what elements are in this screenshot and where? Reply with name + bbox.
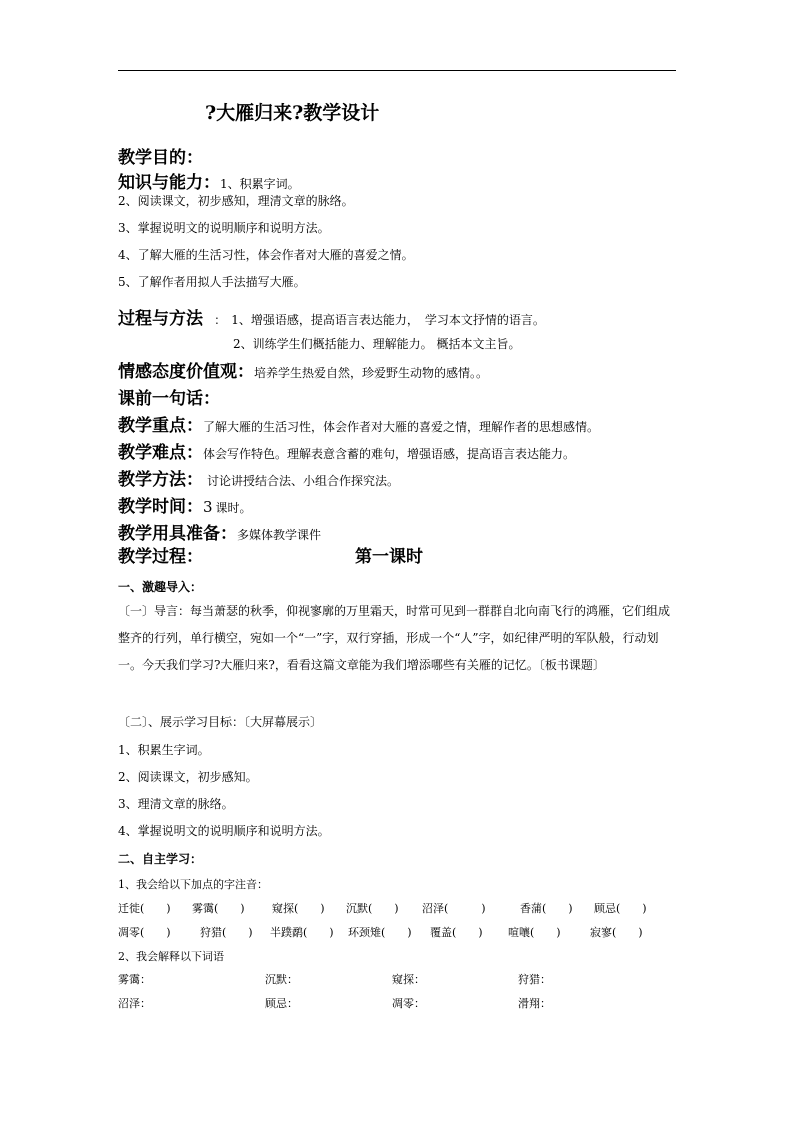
section-1-heading: 一、激趣导入： [118, 580, 203, 594]
difficulties-row [118, 438, 575, 463]
pinyin-item: 覆盖( ) [430, 926, 483, 939]
pinyin-item: 沼泽( ) [422, 902, 486, 915]
goal-item: 1、积累生字词。 [118, 743, 210, 757]
define-item: 沼泽： [118, 997, 151, 1010]
question-1: 1、我会给以下加点的字注音： [118, 878, 268, 891]
emotion-label: 情感态度价值观： [118, 362, 254, 382]
pinyin-item: 顾忌( ) [594, 902, 647, 915]
define-item: 沉默： [265, 973, 298, 986]
methods-label: 教学方法： [118, 470, 203, 490]
methods-row [118, 465, 399, 490]
pre-class-label: 课前一句话： [118, 389, 220, 409]
process-label: 过程与方法 [118, 309, 203, 329]
knowledge-item: 5、了解作者用拟人手法描写大雁。 [118, 275, 306, 289]
pinyin-item: 狩猎( ) [200, 926, 253, 939]
key-points-text: 了解大雁的生活习性，体会作者对大雁的喜爱之情，理解作者的思想感情。 [203, 420, 600, 434]
pinyin-item: 寂寥( ) [590, 926, 643, 939]
emotion-text: 培养学生热爱自然，珍爱野生动物的感情。。 [254, 366, 489, 380]
question-2: 2、我会解释以下词语 [118, 950, 224, 963]
knowledge-item: 1、积累字词。 [220, 177, 300, 191]
process-row [118, 304, 545, 329]
define-item: 窥探： [392, 973, 425, 986]
time-number: 3 [203, 498, 213, 516]
tools-text: 多媒体教学课件 [237, 528, 322, 542]
process-line-2: 2、训练学生们概括能力、理解能力。 概括本文主旨。 [233, 337, 521, 351]
emotion-row [118, 357, 488, 382]
goals-heading: 教学目的： [118, 148, 203, 168]
knowledge-item: 2、阅读课文，初步感知，理清文章的脉络。 [118, 194, 354, 208]
pinyin-item: 喧嚷( ) [508, 926, 561, 939]
page-title: ?大雁归来?教学设计 [205, 102, 380, 124]
define-item: 滑翔： [518, 997, 551, 1010]
goal-item: 4、掌握说明文的说明顺序和说明方法。 [118, 824, 330, 838]
define-item: 凋零： [392, 997, 425, 1010]
pinyin-item: 香蒲( ) [520, 902, 573, 915]
process-colon: ： [214, 313, 227, 327]
knowledge-label: 知识与能力： [118, 173, 220, 193]
tools-label: 教学用具准备： [118, 524, 237, 544]
process-line-1: 1、增强语感，提高语言表达能力， 学习本文抒情的语言。 [231, 313, 545, 327]
key-points-label: 教学重点： [118, 416, 203, 436]
goal-item: 3、理清文章的脉络。 [118, 797, 234, 811]
time-label: 教学时间： [118, 497, 203, 517]
define-item: 狩猎： [518, 973, 551, 986]
pinyin-item: 雾霭( ) [192, 902, 245, 915]
knowledge-row [118, 168, 300, 193]
difficulties-text: 体会写作特色。理解表意含蓄的难句，增强语感，提高语言表达能力。 [203, 447, 576, 461]
pinyin-item: 迁徙( ) [118, 902, 171, 915]
tools-row [118, 519, 321, 544]
knowledge-item: 4、了解大雁的生活习性，体会作者对大雁的喜爱之情。 [118, 248, 414, 262]
intro-paragraph: 〔一〕导言：每当萧瑟的秋季，仰视寥廓的万里霜天，时常可见到一群群自北向南飞行的鸿雁，它们组成整齐的行列，单行横空，宛如一个“一”字，双行穿插，形成一个“人”字，如纪律严明的军队般，行动划一。今天我们学习?大雁归来?，看看这篇文章能为我们增添哪些有关雁的记忆。〔板书课题〕 [118, 604, 671, 672]
difficulties-label: 教学难点： [118, 443, 203, 463]
lesson-title: 第一课时 [355, 547, 423, 567]
pinyin-item: 半蹼鹬( ) [270, 926, 334, 939]
goals-title: 〔二〕、展示学习目标：〔大屏幕展示〕 [118, 715, 323, 729]
procedure-label: 教学过程： [118, 547, 203, 567]
pinyin-item: 沉默( ) [346, 902, 399, 915]
time-unit: 课时。 [215, 501, 252, 515]
key-points-row [118, 411, 599, 436]
define-item: 顾忌： [265, 997, 298, 1010]
knowledge-item: 3、掌握说明文的说明顺序和说明方法。 [118, 221, 330, 235]
section-2-heading: 二、自主学习： [118, 852, 203, 866]
pinyin-item: 环颈雉( ) [348, 926, 412, 939]
methods-text: 讨论讲授结合法、小组合作探究法。 [207, 474, 400, 488]
pinyin-item: 凋零( ) [118, 926, 171, 939]
define-item: 雾霭： [118, 973, 151, 986]
goal-item: 2、阅读课文，初步感知。 [118, 770, 258, 784]
header-rule [118, 70, 676, 71]
pinyin-item: 窥探( ) [272, 902, 325, 915]
time-row [118, 492, 252, 517]
